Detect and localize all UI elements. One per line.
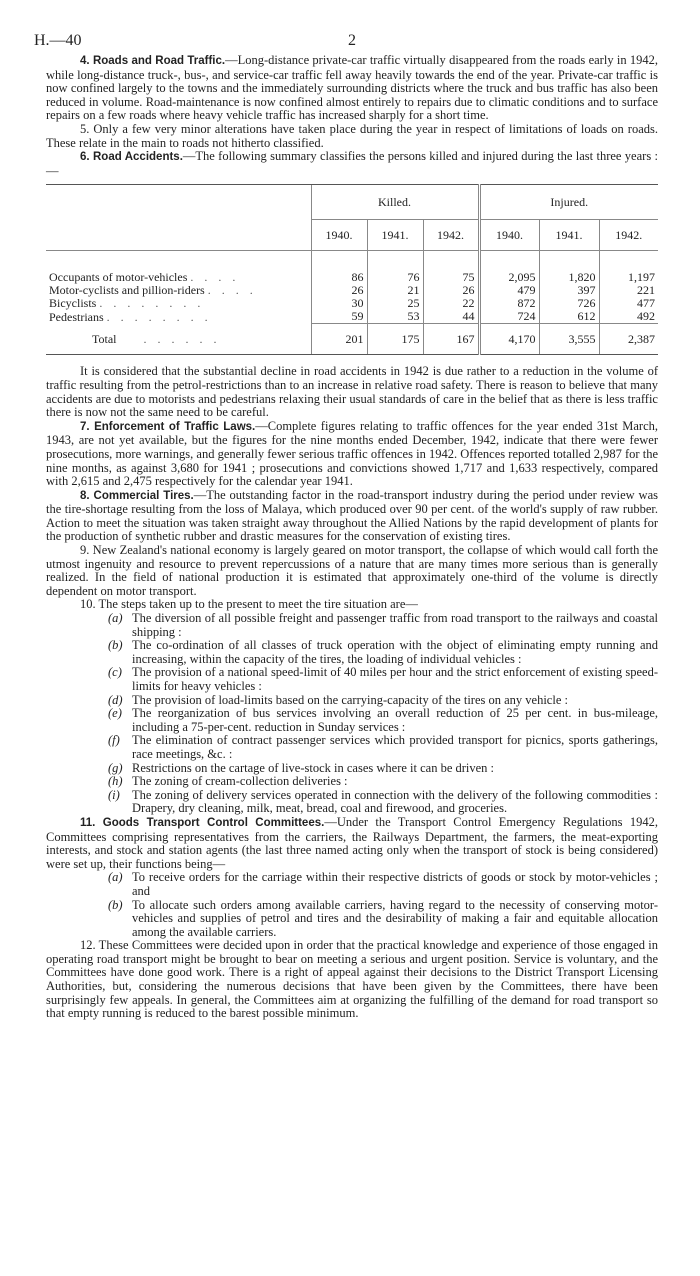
row-label: Occupants of motor-vehicles [49,270,188,285]
table-cell: 53 [367,310,423,324]
list-item [46,775,658,789]
table-cell: 2,095 [479,271,539,284]
section-5: 5. Only a few very minor alterations have taken place during the year in respect of limitations of loads on roads. These relate in the main to roads not hitherto classified. [46,121,658,150]
table-cell: 612 [539,310,599,324]
list-item [46,639,658,666]
total-cell: 4,170 [479,324,539,355]
list-marker: (b) [108,638,123,653]
year-header: 1940. [479,220,539,251]
list-text: To receive orders for the carriage within their respective districts of goods or stock by motor-vehicles ; and [132,870,658,898]
table-cell: 25 [367,297,423,310]
section-7-title: 7. Enforcement of Traffic Laws. [80,420,256,433]
table-row [46,310,658,324]
table-cell: 221 [599,284,658,297]
total-cell: 167 [423,324,479,355]
leader-dots: . . . . . . . . [106,309,212,324]
table-cell: 397 [539,284,599,297]
table-cell: 1,197 [599,271,658,284]
section-6-title: 6. Road Accidents. [80,151,183,164]
list-text: To allocate such orders among available carriers, having regard to the necessity of conserving motor-vehicles and supplies of petrol and tires and the desirability of making a fair and equitable allocation among the available carriers. [132,897,658,939]
accidents-commentary: It is considered that the substantial decline in road accidents in 1942 is due rather to a reduction in the volume of traffic resulting from the petrol-restrictions than to an increase in relative road safety. There is reason to believe that many accidents are due to motorists and pedestrians relaxing their usual standards of care in the belief that as there is less traffic there is now not the same need to be careful. [46,364,658,420]
total-cell: 175 [367,324,423,355]
table-cell: 872 [479,297,539,310]
list-marker: (g) [108,760,123,775]
section-11-text: —Under the Transport Control Emergency Regulations 1942, Committees comprising representatives from the carriers, the Railways Department, the farmers, the meat-exporting interests, and stock and station agents (the last three named acting only when the transport of stock is being considered) were set up, their functions being— [46,814,659,871]
table-cell: 492 [599,310,658,324]
section-8-text: —The outstanding factor in the road-transport industry during the period under review was the tire-shortage resulting from the loss of Malaya, which produced over 90 per cent. of the world's supply of raw rubber. Action to meet the situation was taken straight away throughout the Allied Nations by the rapid development of plants for the production of synthetic rubber and drastic measures for the conservation of existing tires. [46,487,658,544]
list-marker: (c) [108,665,122,680]
road-accidents-table [46,184,658,355]
table-year-header [46,220,658,251]
section-9: 9. New Zealand's national economy is largely geared on motor transport, the collapse of which would call forth the utmost ingenuity and resource to prevent repercussions of a nature that are many times more serious than is generally realized. In the field of national production it is estimated that approximately one-third of the volume is directly dependent on motor transport. [46,543,658,598]
list-marker: (e) [108,706,122,721]
committee-functions-list [46,871,658,939]
section-7-text: —Complete figures relating to traffic offences for the year ended 31st March, 1943, are not yet available, but the figures for the nine months ended December, 1942, indicate that there were fewer prosecutions, more warnings, and generally fewer serious traffic offences in 1942. Offences reported totalled 2,987 for the nine months, as against 3,680 for 1941 ; prosecutions and convictions showed 1,717 and 1,633 respectively, compared with 2,615 and 2,475 respectively for the calendar year 1941. [46,418,658,489]
year-header: 1942. [423,220,479,251]
list-item [46,734,658,761]
table-cell: 479 [479,284,539,297]
row-label: Bicyclists [49,296,97,311]
section-7 [46,420,658,489]
table-cell: 44 [423,310,479,324]
list-marker: (d) [108,692,123,707]
table-cell: 86 [311,271,367,284]
page-header [34,22,658,54]
section-12: 12. These Committees were decided upon in order that the practical knowledge and experience of those engaged in operating road transport might be brought to bear on meeting a serious and urgent position. Service is voluntary, and the Committees have done good work. There is a right of appeal against their decisions to the District Transport Licensing Authorities, but, considering the numerous decisions that have been given by the Committees, there have been surprisingly few appeals. In general, the Committees aim at organizing the fulfilling of the demand for road transport so that empty running is reduced to the barest possible minimum. [46,938,658,1021]
leader-dots: . . . . . . . . [99,296,205,311]
document-page [34,22,659,1021]
year-header: 1940. [311,220,367,251]
total-cell: 201 [311,324,367,355]
table-total-row [46,324,658,355]
section-4 [46,54,658,123]
section-10: 10. The steps taken up to the present to meet the tire situation are— [80,597,418,612]
list-item [46,871,658,898]
table-cell: 26 [423,284,479,297]
table-cell: 21 [367,284,423,297]
list-text: The elimination of contract passenger services which provided transport for picnics, sports gatherings, race meetings, &c. : [132,733,658,761]
list-marker: (a) [108,870,123,885]
table-cell: 1,820 [539,271,599,284]
list-item [46,694,658,708]
total-label: Total [92,331,117,346]
list-text: The provision of a national speed-limit of 40 miles per hour and the strict enforcement of existing speed-limits for heavy vehicles : [132,665,658,693]
table-corner [46,185,311,220]
table-cell: 30 [311,297,367,310]
injured-header: Injured. [479,185,658,220]
table-cell: 477 [599,297,658,310]
section-4-title: 4. Roads and Road Traffic. [80,55,226,67]
list-text: The zoning of delivery services operated in connection with the delivery of the following commodities : Drapery, dry cleaning, milk, meat, bread, coal and firewood, and groceries. [132,787,658,816]
list-marker: (f) [108,733,120,748]
year-header: 1942. [599,220,658,251]
total-cell: 2,387 [599,324,658,355]
section-11 [46,816,658,871]
list-marker: (a) [108,611,123,626]
list-item [46,762,658,776]
list-text: The reorganization of bus services involving an overall reduction of 25 per cent. in bus-mileage, including a 75-per-cent. reduction in Sunday services : [132,706,658,734]
year-header: 1941. [367,220,423,251]
list-item [46,666,658,693]
row-label: Pedestrians [49,309,104,324]
list-item [46,789,658,816]
table-cell: 726 [539,297,599,310]
section-11-title: 11. Goods Transport Control Committees. [80,816,325,829]
section-4-text: —Long-distance private-car traffic virtually disappeared from the roads early in 1942, while long-distance truck-, bus-, and service-car traffic fell away heavily towards the end of the year. Private-car traffic is now confined largely to the towns and the immediately surrounding districts where the truck and bus traffic has also been reduced in volume. Road-maintenance is now confined almost entirely to repairs due to climatic conditions and to surface repairs on a few roads where heavy vehicle traffic has increased sharply for a short time. [46,53,659,123]
list-text: The zoning of cream-collection deliveries : [132,774,348,789]
list-text: The co-ordination of all classes of truck operation with the object of eliminating empty running and increasing, within the capacity of the tires, the loading of individual vehicles : [132,638,658,666]
list-marker: (i) [108,787,120,802]
leader-dots: . . . . [207,283,257,298]
tire-measures-list [46,612,658,816]
leader-dots: . . . . [190,270,240,285]
year-header: 1941. [539,220,599,251]
killed-header: Killed. [311,185,479,220]
table-cell: 26 [311,284,367,297]
table-group-header [46,185,658,220]
list-marker: (h) [108,774,123,789]
table-cell: 75 [423,271,479,284]
list-text: The diversion of all possible freight and passenger traffic from road transport to the railways and coastal shipping : [132,611,658,639]
list-item [46,707,658,734]
list-text: The provision of load-limits based on the carrying-capacity of the tires on any vehicle : [132,692,568,707]
section-6-text: —The following summary classifies the persons killed and injured during the last three years :— [46,149,658,178]
table-cell: 76 [367,271,423,284]
total-cell: 3,555 [539,324,599,355]
page-number: 2 [348,32,356,49]
list-marker: (b) [108,897,123,912]
table-cell: 724 [479,310,539,324]
section-8-title: 8. Commercial Tires. [80,489,194,502]
table-cell: 59 [311,310,367,324]
table-cell: 22 [423,297,479,310]
list-item [46,612,658,639]
row-label: Motor-cyclists and pillion-riders [49,283,205,298]
list-text: Restrictions on the cartage of live-stock in cases where it can be driven : [132,760,495,775]
section-6 [46,150,658,178]
section-8 [46,489,658,544]
document-code: H.—40 [34,32,82,49]
leader-dots: . . . . . . [143,331,221,346]
list-item [46,899,658,940]
